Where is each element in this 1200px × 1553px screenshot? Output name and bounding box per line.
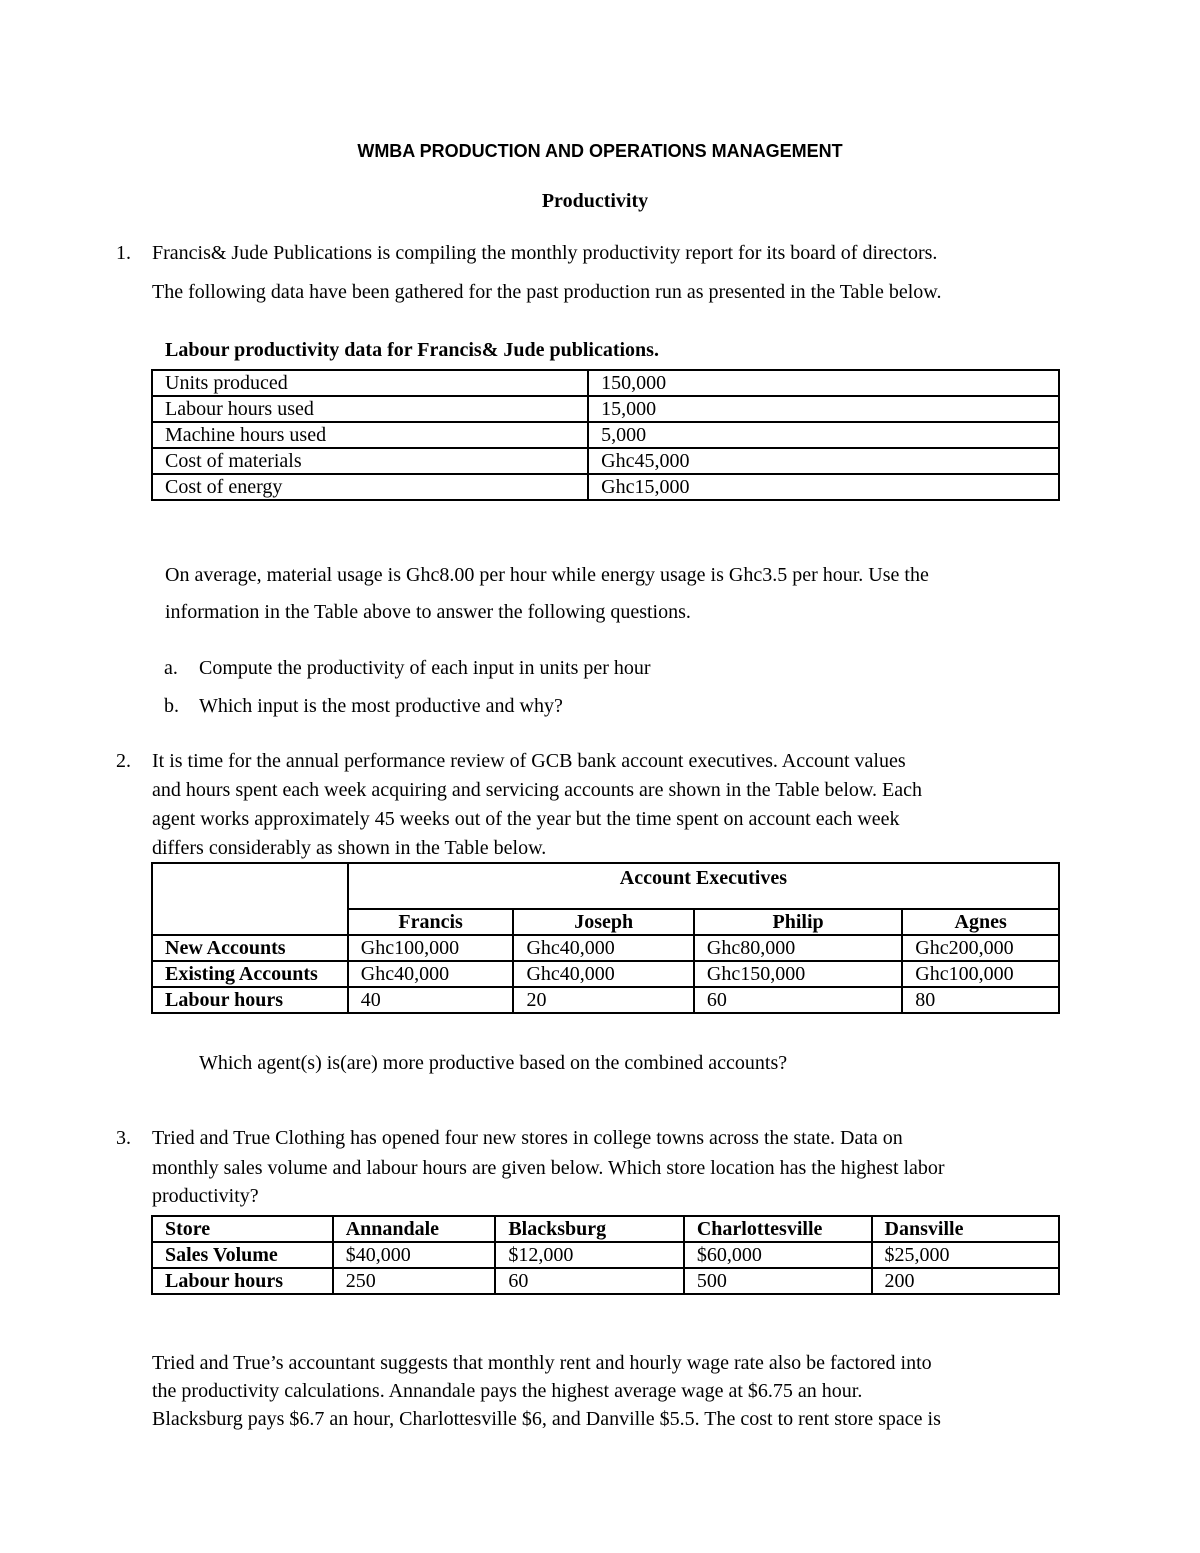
question-3-line: Tried and True Clothing has opened four new stores in college towns across the state. Data on	[152, 1127, 903, 1149]
table-row	[152, 1268, 1059, 1294]
table-cell: $25,000	[872, 1242, 1059, 1268]
sub-question-letter: a.	[164, 657, 178, 679]
table-row	[152, 1242, 1059, 1268]
sub-question-text: Which input is the most productive and why?	[199, 695, 563, 717]
question-3-after-line: the productivity calculations. Annandale pays the highest average wage at $6.75 an hour.	[152, 1380, 863, 1402]
table-cell: Ghc200,000	[902, 935, 1059, 961]
row-value: Ghc15,000	[588, 474, 1059, 500]
row-value: Ghc45,000	[588, 448, 1059, 474]
table-row	[152, 935, 1059, 961]
table-cell: Ghc80,000	[694, 935, 902, 961]
question-1-after-line: On average, material usage is Ghc8.00 per hour while energy usage is Ghc3.5 per hour. Use the	[165, 564, 929, 586]
table-row	[152, 422, 1059, 448]
table-header-row	[152, 1216, 1059, 1242]
table-cell: 80	[902, 987, 1059, 1013]
table-cell: 20	[513, 987, 693, 1013]
question-1-number: 1.	[116, 242, 131, 264]
table-cell: 250	[333, 1268, 496, 1294]
row-label: New Accounts	[152, 935, 348, 961]
table-cell: 60	[495, 1268, 684, 1294]
row-label: Units produced	[152, 370, 588, 396]
table-cell: Ghc40,000	[348, 961, 514, 987]
column-header: Charlottesville	[684, 1216, 872, 1242]
table-row	[152, 987, 1059, 1013]
question-1-line: Francis& Jude Publications is compiling the monthly productivity report for its board of directors.	[152, 242, 938, 264]
question-2-line: agent works approximately 45 weeks out of the year but the time spent on account each week	[152, 808, 900, 830]
table-cell: 40	[348, 987, 514, 1013]
row-label: Labour hours used	[152, 396, 588, 422]
column-header: Joseph	[513, 909, 693, 935]
column-header: Philip	[694, 909, 902, 935]
question-3-after-line: Tried and True’s accountant suggests that monthly rent and hourly wage rate also be factored into	[152, 1352, 932, 1374]
account-executives-table	[151, 862, 1060, 1014]
table-cell: Ghc40,000	[513, 935, 693, 961]
stores-table	[151, 1215, 1060, 1295]
question-3-number: 3.	[116, 1127, 131, 1149]
table-cell: Ghc40,000	[513, 961, 693, 987]
question-2-line: differs considerably as shown in the Table below.	[152, 837, 547, 859]
table-cell: $60,000	[684, 1242, 872, 1268]
row-label: Existing Accounts	[152, 961, 348, 987]
question-1-after-line: information in the Table above to answer the following questions.	[165, 601, 691, 623]
table-cell: 500	[684, 1268, 872, 1294]
question-2-number: 2.	[116, 750, 131, 772]
row-value: 150,000	[588, 370, 1059, 396]
table-cell: Ghc150,000	[694, 961, 902, 987]
table-header-row	[152, 863, 1059, 909]
table-row	[152, 474, 1059, 500]
question-2-line: and hours spent each week acquiring and servicing accounts are shown in the Table below. Each	[152, 779, 922, 801]
table-cell: $40,000	[333, 1242, 496, 1268]
row-label: Sales Volume	[152, 1242, 333, 1268]
sub-question-letter: b.	[164, 695, 179, 717]
row-label: Labour hours	[152, 987, 348, 1013]
row-label: Cost of energy	[152, 474, 588, 500]
column-header: Francis	[348, 909, 514, 935]
question-3-line: monthly sales volume and labour hours are given below. Which store location has the highest labor	[152, 1157, 945, 1179]
table-row	[152, 961, 1059, 987]
empty-header-cell	[152, 863, 348, 935]
column-header: Store	[152, 1216, 333, 1242]
column-header: Blacksburg	[495, 1216, 684, 1242]
table-cell: Ghc100,000	[902, 961, 1059, 987]
table-cell: 60	[694, 987, 902, 1013]
row-label: Labour hours	[152, 1268, 333, 1294]
question-3-line: productivity?	[152, 1185, 259, 1207]
group-header: Account Executives	[348, 863, 1059, 909]
table-1-caption: Labour productivity data for Francis& Jude publications.	[165, 339, 659, 361]
labour-productivity-table	[151, 369, 1060, 501]
question-2-prompt: Which agent(s) is(are) more productive based on the combined accounts?	[199, 1052, 788, 1074]
row-value: 15,000	[588, 396, 1059, 422]
document-title: WMBA PRODUCTION AND OPERATIONS MANAGEMENT	[357, 141, 843, 161]
row-label: Machine hours used	[152, 422, 588, 448]
section-title: Productivity	[541, 190, 649, 212]
table-row	[152, 448, 1059, 474]
question-2-line: It is time for the annual performance review of GCB bank account executives. Account values	[152, 750, 906, 772]
column-header: Dansville	[872, 1216, 1059, 1242]
row-value: 5,000	[588, 422, 1059, 448]
table-row	[152, 370, 1059, 396]
column-header: Agnes	[902, 909, 1059, 935]
table-cell: Ghc100,000	[348, 935, 514, 961]
column-header: Annandale	[333, 1216, 496, 1242]
table-cell: 200	[872, 1268, 1059, 1294]
row-label: Cost of materials	[152, 448, 588, 474]
sub-question-text: Compute the productivity of each input in units per hour	[199, 657, 651, 679]
table-cell: $12,000	[495, 1242, 684, 1268]
question-1-line: The following data have been gathered for the past production run as presented in the Table below.	[152, 281, 942, 303]
question-3-after-line: Blacksburg pays $6.7 an hour, Charlottesville $6, and Danville $5.5. The cost to rent store space is	[152, 1408, 941, 1430]
table-row	[152, 396, 1059, 422]
